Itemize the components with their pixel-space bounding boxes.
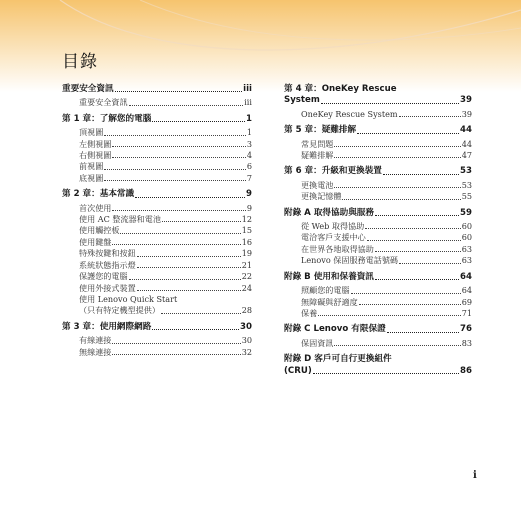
dot-leader	[365, 228, 460, 229]
toc-entry-page: 47	[461, 150, 472, 161]
toc-entry[interactable]	[62, 203, 252, 214]
toc-section	[284, 272, 472, 320]
chapter-title-line[interactable]: 第 4 章：OneKey Rescue	[284, 84, 397, 94]
toc-entry-line[interactable]: 使用 Lenovo Quick Start	[79, 293, 178, 304]
toc-entry-page: 21	[241, 259, 252, 270]
chapter-entry[interactable]	[284, 95, 472, 106]
toc-entry-label: 更換電池	[301, 179, 334, 190]
chapter-entry-label: 附錄 B 使用和保養資訊	[284, 271, 374, 282]
toc-entry-label: 底視圖	[79, 172, 104, 183]
toc-section	[284, 354, 472, 377]
dot-leader	[137, 267, 241, 268]
dot-leader	[318, 315, 460, 316]
page-number: i	[473, 470, 477, 481]
dot-leader	[112, 354, 240, 355]
chapter-entry-page: 86	[460, 365, 472, 376]
toc-entry[interactable]	[62, 97, 252, 108]
chapter-entry-page: 1	[246, 113, 252, 124]
dot-leader	[334, 345, 460, 346]
chapter-entry[interactable]	[62, 322, 252, 333]
toc-entry[interactable]	[284, 338, 472, 349]
toc-entry-page: 28	[241, 305, 252, 316]
toc-entry-label: OneKey Rescue System	[301, 108, 398, 119]
toc-entry-page: 24	[241, 282, 252, 293]
chapter-entry[interactable]	[284, 324, 472, 335]
toc-entry-label: 使用觸控板	[79, 225, 120, 236]
toc-entry-page: iii	[244, 97, 252, 108]
dot-leader	[399, 116, 461, 117]
toc-section	[284, 324, 472, 349]
chapter-entry-label: (CRU)	[284, 365, 312, 376]
toc-entry-label: 系統狀態指示燈	[79, 259, 136, 270]
toc-entry-page: 6	[246, 161, 252, 172]
toc-section	[284, 125, 472, 161]
chapter-entry[interactable]	[62, 84, 252, 95]
toc-entry-label: 更換記憶體	[301, 191, 342, 202]
toc-section	[62, 322, 252, 358]
toc-entry[interactable]	[62, 127, 252, 138]
toc-entry-label: 保護您的電腦	[79, 271, 128, 282]
toc-entry-label: 頂視圖	[79, 127, 104, 138]
toc-section	[284, 208, 472, 267]
dot-leader	[313, 373, 459, 374]
chapter-entry-label: 第 2 章：基本常識	[62, 189, 135, 200]
dot-leader	[334, 187, 460, 188]
toc-entry-label: 常見問題	[301, 138, 334, 149]
toc-left-column	[62, 84, 252, 363]
dot-leader	[359, 304, 461, 305]
chapter-entry-page: 53	[460, 166, 472, 177]
toc-entry[interactable]	[284, 285, 472, 296]
dot-leader	[399, 263, 461, 264]
dot-leader	[104, 169, 246, 170]
toc-entry[interactable]	[62, 150, 252, 161]
toc-entry[interactable]	[284, 139, 472, 150]
toc-entry[interactable]	[284, 191, 472, 202]
chapter-entry-page: 39	[460, 95, 472, 106]
toc-entry[interactable]	[284, 255, 472, 266]
dot-leader	[375, 279, 459, 280]
chapter-entry-page: 64	[460, 271, 472, 282]
toc-section	[62, 189, 252, 316]
toc-entry[interactable]	[62, 248, 252, 259]
toc-entry[interactable]	[284, 221, 472, 232]
chapter-entry-page: 76	[460, 324, 472, 335]
toc-entry-page: 71	[461, 307, 472, 318]
toc-entry[interactable]	[284, 180, 472, 191]
toc-section	[62, 84, 252, 109]
toc-entry[interactable]	[62, 260, 252, 271]
dot-leader	[112, 244, 240, 245]
toc-entry[interactable]	[62, 335, 252, 346]
toc-entry-label: 疑難排解	[301, 150, 334, 161]
dot-leader	[135, 197, 245, 198]
dot-leader	[342, 199, 460, 200]
toc-entry[interactable]	[62, 283, 252, 294]
toc-entry-label: 右側視圖	[79, 150, 112, 161]
dot-leader	[129, 105, 244, 106]
dot-leader	[375, 215, 459, 216]
toc-entry-label: 無障礙與舒適度	[301, 296, 358, 307]
chapter-entry-label: System	[284, 95, 320, 106]
dot-leader	[357, 133, 459, 134]
chapter-entry-page: iii	[243, 84, 252, 94]
toc-entry[interactable]	[284, 308, 472, 319]
toc-entry-page: 69	[461, 296, 472, 307]
dot-leader	[120, 233, 240, 234]
toc-entry-page: 1	[246, 127, 252, 138]
chapter-entry[interactable]	[62, 114, 252, 125]
toc-entry-label: 首次使用	[79, 202, 112, 213]
toc-entry-page: 32	[241, 346, 252, 357]
toc-entry-page: 83	[461, 337, 472, 348]
toc-entry[interactable]	[284, 150, 472, 161]
dot-leader	[112, 343, 240, 344]
toc-entry-label: 保養	[301, 307, 318, 318]
toc-entry-label: 使用 AC 整流器和電池	[79, 214, 161, 225]
toc-entry[interactable]	[62, 161, 252, 172]
toc-entry-label: 左側視圖	[79, 138, 112, 149]
dot-leader	[104, 180, 246, 181]
toc-entry-page: 3	[246, 138, 252, 149]
toc-entry-page: 4	[246, 150, 252, 161]
dot-leader	[383, 174, 459, 175]
chapter-entry[interactable]	[284, 125, 472, 136]
toc-entry[interactable]	[62, 347, 252, 358]
toc-entry-page: 64	[461, 285, 472, 296]
toc-entry[interactable]	[284, 109, 472, 120]
toc-entry[interactable]	[284, 297, 472, 308]
chapter-entry-label: 重要安全資訊	[62, 84, 114, 94]
toc-entry[interactable]	[62, 237, 252, 248]
toc-entry-page: 12	[241, 214, 252, 225]
toc-entry-page: 39	[461, 108, 472, 119]
toc-entry-label: 前視圖	[79, 161, 104, 172]
toc-entry-label: （只有特定機型提供）	[79, 305, 160, 316]
dot-leader	[152, 329, 239, 330]
toc-section	[284, 166, 472, 202]
toc-entry-page: 63	[461, 243, 472, 254]
chapter-entry-label: 附錄 A 取得協助與服務	[284, 207, 374, 218]
toc-entry-label: 保固資訊	[301, 337, 334, 348]
toc-entry[interactable]	[284, 244, 472, 255]
toc-entry-page: 22	[241, 271, 252, 282]
toc-entry-label: 使用鍵盤	[79, 236, 112, 247]
toc-entry-page: 44	[461, 138, 472, 149]
chapter-entry-page: 30	[240, 321, 252, 332]
dot-leader	[321, 103, 459, 104]
chapter-entry[interactable]	[284, 208, 472, 219]
toc-entry-label: 有線連接	[79, 335, 112, 346]
dot-leader	[367, 240, 461, 241]
toc-entry-page: 60	[461, 232, 472, 243]
dot-leader	[162, 221, 241, 222]
toc-entry[interactable]	[284, 232, 472, 243]
page-title: 目錄	[62, 52, 98, 72]
dot-leader	[161, 313, 241, 314]
toc-entry-page: 55	[461, 191, 472, 202]
toc-entry-page: 16	[241, 236, 252, 247]
toc-entry-page: 9	[246, 202, 252, 213]
chapter-entry-label: 第 5 章：疑難排解	[284, 125, 357, 136]
dot-leader	[129, 279, 241, 280]
toc-right-column	[284, 84, 472, 382]
toc-entry-page: 30	[241, 335, 252, 346]
toc-entry[interactable]	[62, 139, 252, 150]
toc-entry-label: 照顧您的電腦	[301, 285, 350, 296]
dot-leader	[112, 146, 245, 147]
chapter-entry-label: 第 3 章：使用網際網路	[62, 321, 152, 332]
toc-section	[62, 114, 252, 184]
chapter-entry[interactable]	[284, 166, 472, 177]
dot-leader	[334, 157, 460, 158]
toc-entry[interactable]	[62, 225, 252, 236]
chapter-entry-label: 第 6 章：升級和更換裝置	[284, 166, 382, 177]
header-banner	[0, 0, 521, 92]
toc-entry-page: 63	[461, 255, 472, 266]
toc-entry-page: 7	[246, 172, 252, 183]
chapter-entry-label: 附錄 C Lenovo 有限保證	[284, 324, 386, 335]
chapter-entry-page: 9	[246, 189, 252, 200]
chapter-entry[interactable]	[62, 189, 252, 200]
toc-entry[interactable]	[62, 173, 252, 184]
dot-leader	[375, 251, 461, 252]
toc-entry-label: 電洽客戶支援中心	[301, 232, 366, 243]
dot-leader	[112, 157, 245, 158]
toc-entry-label: Lenovo 保固服務電話號碼	[301, 255, 399, 266]
chapter-entry-page: 59	[460, 207, 472, 218]
toc-entry-page: 53	[461, 179, 472, 190]
dot-leader	[112, 210, 245, 211]
toc-entry-label: 特殊按鍵和按鈕	[79, 248, 136, 259]
toc-entry[interactable]	[62, 271, 252, 282]
toc-entry[interactable]	[62, 305, 252, 316]
dot-leader	[334, 146, 460, 147]
toc-entry-page: 60	[461, 221, 472, 232]
chapter-entry-label: 第 1 章：了解您的電腦	[62, 113, 152, 124]
dot-leader	[387, 332, 459, 333]
dot-leader	[115, 91, 243, 92]
toc-entry-label: 無線連接	[79, 346, 112, 357]
chapter-entry-page: 44	[460, 125, 472, 136]
toc-entry-page: 19	[241, 248, 252, 259]
dot-leader	[104, 135, 246, 136]
toc-entry[interactable]	[62, 214, 252, 225]
toc-entry-label: 從 Web 取得協助	[301, 221, 365, 232]
toc-entry-label: 重要安全資訊	[79, 97, 128, 108]
toc-entry-label: 在世界各地取得協助	[301, 243, 374, 254]
toc-entry-page: 15	[241, 225, 252, 236]
dot-leader	[137, 256, 241, 257]
toc-section	[284, 84, 472, 120]
dot-leader	[152, 121, 245, 122]
chapter-title-line[interactable]: 附錄 D 客戶可自行更換組件	[284, 354, 392, 365]
chapter-entry[interactable]	[284, 272, 472, 283]
dot-leader	[351, 293, 461, 294]
chapter-entry[interactable]	[284, 366, 472, 377]
dot-leader	[137, 290, 241, 291]
toc-entry-label: 使用外接式裝置	[79, 282, 136, 293]
